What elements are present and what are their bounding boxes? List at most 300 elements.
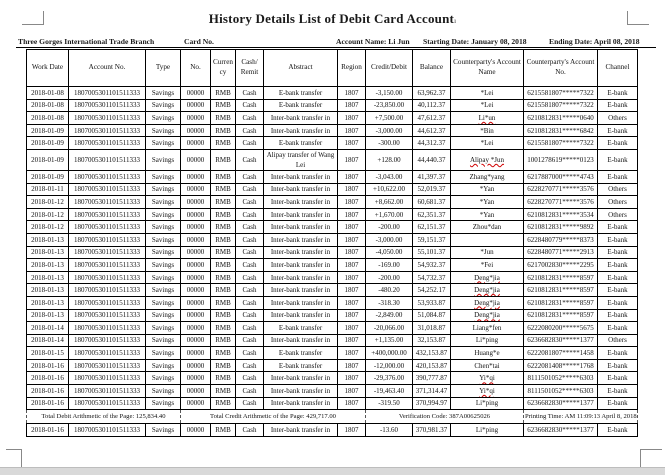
cell-abstract: Inter-bank transfer in (264, 284, 338, 297)
cell-region: 1807 (338, 397, 366, 410)
cell-account-no: 1807005301101511333 (69, 233, 146, 246)
table-row (27, 334, 638, 347)
cell-work-date: 2018-01-11 (27, 183, 69, 196)
table-row (27, 208, 638, 221)
cell-channel: E-bank (598, 296, 638, 309)
cell-no: 00000 (181, 259, 211, 272)
cell-type: Savings (146, 233, 181, 246)
cell-no: 00000 (181, 309, 211, 322)
cell-currency: RMB (211, 385, 236, 398)
cell-channel: Others (598, 112, 638, 125)
cell-counterparty-account-name (451, 112, 524, 125)
cell-counterparty-account-name (451, 149, 524, 170)
cell-abstract: Inter-bank transfer in (264, 397, 338, 410)
cell-region: 1807 (338, 87, 366, 100)
table-row (27, 309, 638, 322)
cell-channel: E-bank (598, 137, 638, 150)
cell-balance: 371,314.47 (413, 385, 451, 398)
cell-counterparty-account-name: *Lei (451, 87, 524, 100)
cell-channel: E-bank (598, 246, 638, 259)
cell-channel: E-bank (598, 397, 638, 410)
transactions-table (26, 49, 638, 437)
cell-counterparty-account-name: *Lei (451, 137, 524, 150)
branch-name: Three Gorges International Trade Branch (18, 37, 155, 46)
ending-date: Ending Date: April 08, 2018 (549, 37, 640, 46)
page-title-text: History Details List of Debit Card Account (208, 11, 455, 26)
cell-no: 00000 (181, 284, 211, 297)
document-meta-line (16, 34, 656, 48)
cell-channel: E-bank (598, 259, 638, 272)
cell-type: Savings (146, 124, 181, 137)
cell-work-date: 2018-01-16 (27, 424, 69, 437)
cell-currency: RMB (211, 208, 236, 221)
cell-type: Savings (146, 309, 181, 322)
cell-currency: RMB (211, 309, 236, 322)
cell-type: Savings (146, 149, 181, 170)
crop-mark-bottom-right (640, 449, 662, 467)
cell-channel: E-bank (598, 124, 638, 137)
cell-region: 1807 (338, 246, 366, 259)
cell-balance: 370,994.97 (413, 397, 451, 410)
cell-type: Savings (146, 246, 181, 259)
cell-channel: E-bank (598, 284, 638, 297)
cell-cash-remit: Cash (236, 284, 264, 297)
cell-counterparty-account-no: 6222080200*****5675 (524, 322, 598, 335)
cell-type: Savings (146, 87, 181, 100)
cell-credit-debit: -3,043.00 (366, 170, 413, 183)
cell-credit-debit: -318.30 (366, 296, 413, 309)
cell-credit-debit: +10,622.00 (366, 183, 413, 196)
cell-cash-remit: Cash (236, 87, 264, 100)
table-row (27, 397, 638, 410)
cell-balance: 54,932.37 (413, 259, 451, 272)
cell-channel: E-bank (598, 170, 638, 183)
cell-credit-debit: -200.00 (366, 221, 413, 234)
cell-counterparty-account-no: 6210812831*****9892 (524, 221, 598, 234)
cell-cash-remit: Cash (236, 397, 264, 410)
cell-counterparty-account-no: 6210812831*****8597 (524, 284, 598, 297)
cell-currency: RMB (211, 221, 236, 234)
cell-counterparty-account-name: *Lei (451, 99, 524, 112)
table-row (27, 183, 638, 196)
table-row (27, 87, 638, 100)
cell-channel: E-bank (598, 309, 638, 322)
cell-cash-remit: Cash (236, 112, 264, 125)
cell-type: Savings (146, 385, 181, 398)
cell-type: Savings (146, 322, 181, 335)
table-row (27, 137, 638, 150)
cell-region: 1807 (338, 334, 366, 347)
totals-section (27, 410, 638, 424)
cell-currency: RMB (211, 87, 236, 100)
cell-balance: 432,153.87 (413, 347, 451, 360)
cell-work-date: 2018-01-14 (27, 322, 69, 335)
page-title (0, 11, 665, 27)
cell-work-date: 2018-01-13 (27, 259, 69, 272)
cell-type: Savings (146, 259, 181, 272)
cell-region: 1807 (338, 124, 366, 137)
cell-counterparty-account-no: 6236682830*****1377 (524, 334, 598, 347)
cell-type: Savings (146, 221, 181, 234)
cell-work-date: 2018-01-08 (27, 87, 69, 100)
cell-type: Savings (146, 334, 181, 347)
cell-balance: 32,153.87 (413, 334, 451, 347)
cell-counterparty-account-no: 6210812831*****6842 (524, 124, 598, 137)
cell-balance: 60,681.37 (413, 196, 451, 209)
masked-name-with-spellcheck: Deng*jia (474, 273, 500, 282)
cell-credit-debit: +1,670.00 (366, 208, 413, 221)
cell-account-no: 1807005301101511333 (69, 124, 146, 137)
cell-account-no: 1807005301101511333 (69, 347, 146, 360)
table-header (27, 50, 638, 87)
cell-no: 00000 (181, 183, 211, 196)
cell-balance: 390,777.87 (413, 372, 451, 385)
cell-account-no: 1807005301101511333 (69, 385, 146, 398)
cell-currency: RMB (211, 124, 236, 137)
card-no-label: Card No. (184, 37, 214, 46)
cell-cash-remit: Cash (236, 347, 264, 360)
cell-work-date: 2018-01-13 (27, 271, 69, 284)
cell-abstract: E-bank transfer (264, 87, 338, 100)
total-credit: Total Credit Arithmetic of the Page: 429,717.00 (181, 410, 366, 424)
cell-region: 1807 (338, 372, 366, 385)
cell-counterparty-account-no: 6228270771*****3576 (524, 196, 598, 209)
table-row (27, 124, 638, 137)
cell-channel: Others (598, 334, 638, 347)
cell-cash-remit: Cash (236, 137, 264, 150)
cell-balance: 55,101.37 (413, 246, 451, 259)
table-row (27, 372, 638, 385)
cell-currency: RMB (211, 259, 236, 272)
cell-region: 1807 (338, 170, 366, 183)
table-row (27, 259, 638, 272)
table-row (27, 99, 638, 112)
cell-region: 1807 (338, 424, 366, 437)
cell-counterparty-account-no: 6215581807*****7322 (524, 137, 598, 150)
cell-channel: E-bank (598, 385, 638, 398)
table-row (27, 347, 638, 360)
cell-no: 00000 (181, 233, 211, 246)
cell-type: Savings (146, 296, 181, 309)
column-header-region: Region (338, 50, 366, 87)
table-row (27, 170, 638, 183)
cell-no: 00000 (181, 170, 211, 183)
cell-type: Savings (146, 372, 181, 385)
cell-type: Savings (146, 183, 181, 196)
cell-currency: RMB (211, 99, 236, 112)
cell-balance: 52,019.37 (413, 183, 451, 196)
cell-balance: 31,018.87 (413, 322, 451, 335)
cell-credit-debit: -19,463.40 (366, 385, 413, 398)
cell-no: 00000 (181, 208, 211, 221)
cell-work-date: 2018-01-16 (27, 359, 69, 372)
paragraph-mark: ı (454, 17, 457, 25)
cell-currency: RMB (211, 196, 236, 209)
cell-type: Savings (146, 137, 181, 150)
cell-credit-debit: -20,066.00 (366, 322, 413, 335)
column-header-cash-remit: Cash/ Remit (236, 50, 264, 87)
cell-credit-debit: +8,662.00 (366, 196, 413, 209)
cell-currency: RMB (211, 322, 236, 335)
cell-cash-remit: Cash (236, 322, 264, 335)
cell-balance: 54,732.37 (413, 271, 451, 284)
cell-abstract: Inter-bank transfer in (264, 372, 338, 385)
cell-balance: 54,252.17 (413, 284, 451, 297)
cell-work-date: 2018-01-08 (27, 99, 69, 112)
cell-region: 1807 (338, 183, 366, 196)
cell-counterparty-account-no: 6228480771*****2913 (524, 246, 598, 259)
cell-type: Savings (146, 99, 181, 112)
table-row (27, 196, 638, 209)
cell-no: 00000 (181, 124, 211, 137)
cell-account-no: 1807005301101511333 (69, 372, 146, 385)
cell-abstract: Inter-bank transfer in (264, 385, 338, 398)
cell-currency: RMB (211, 284, 236, 297)
cell-account-no: 1807005301101511333 (69, 170, 146, 183)
cell-type: Savings (146, 271, 181, 284)
cell-region: 1807 (338, 137, 366, 150)
column-header-no: No. (181, 50, 211, 87)
cell-cash-remit: Cash (236, 99, 264, 112)
cell-work-date: 2018-01-08 (27, 112, 69, 125)
cell-abstract: Inter-bank transfer in (264, 309, 338, 322)
cell-balance: 44,312.37 (413, 137, 451, 150)
cell-work-date: 2018-01-09 (27, 124, 69, 137)
table-row (27, 359, 638, 372)
cell-work-date: 2018-01-13 (27, 309, 69, 322)
cell-currency: RMB (211, 296, 236, 309)
cell-abstract: Inter-bank transfer in (264, 221, 338, 234)
cell-credit-debit: -200.00 (366, 271, 413, 284)
cell-region: 1807 (338, 208, 366, 221)
cell-credit-debit: -3,150.00 (366, 87, 413, 100)
cell-account-no: 1807005301101511333 (69, 334, 146, 347)
column-header-counterparty-account-no: Counterparty's Account No. (524, 50, 598, 87)
cell-counterparty-account-no: 6228480779*****8373 (524, 233, 598, 246)
cell-channel: E-bank (598, 99, 638, 112)
cell-currency: RMB (211, 137, 236, 150)
cell-counterparty-account-name: *Yan (451, 208, 524, 221)
cell-region: 1807 (338, 322, 366, 335)
cell-counterparty-account-name (451, 372, 524, 385)
cell-channel: Others (598, 196, 638, 209)
cell-account-no: 1807005301101511333 (69, 271, 146, 284)
table-body (27, 87, 638, 410)
cell-no: 00000 (181, 271, 211, 284)
cell-counterparty-account-name: *Yan (451, 183, 524, 196)
cell-type: Savings (146, 359, 181, 372)
printing-time: Printing Time: AM 11:09:13 April 8, 2018 (524, 410, 638, 424)
cell-counterparty-account-no: 6215581807*****7322 (524, 87, 598, 100)
cell-no: 00000 (181, 397, 211, 410)
cell-region: 1807 (338, 296, 366, 309)
cell-counterparty-account-no: 6217002830*****2295 (524, 259, 598, 272)
cell-credit-debit: -300.00 (366, 137, 413, 150)
cell-counterparty-account-name (451, 296, 524, 309)
cell-work-date: 2018-01-13 (27, 284, 69, 297)
cell-no: 00000 (181, 359, 211, 372)
cell-region: 1807 (338, 149, 366, 170)
cell-abstract: Alipay transfer of Wang Lei (264, 149, 338, 170)
cell-counterparty-account-name: *Jun (451, 246, 524, 259)
cell-region: 1807 (338, 99, 366, 112)
cell-channel: E-bank (598, 221, 638, 234)
cell-region: 1807 (338, 347, 366, 360)
cell-region: 1807 (338, 221, 366, 234)
cell-channel: E-bank (598, 149, 638, 170)
cell-balance: 44,612.37 (413, 124, 451, 137)
cell-counterparty-account-name: *Yan (451, 196, 524, 209)
cell-counterparty-account-no: 8111501052*****6303 (524, 385, 598, 398)
cell-no: 00000 (181, 246, 211, 259)
cell-type: Savings (146, 347, 181, 360)
cell-cash-remit: Cash (236, 271, 264, 284)
cell-balance: 370,981.37 (413, 424, 451, 437)
cell-abstract: E-bank transfer (264, 99, 338, 112)
cell-credit-debit: -3,000.00 (366, 233, 413, 246)
cell-account-no: 1807005301101511333 (69, 397, 146, 410)
cell-counterparty-account-name: Huang*e (451, 347, 524, 360)
cell-abstract: Inter-bank transfer in (264, 112, 338, 125)
cell-credit-debit: +128.00 (366, 149, 413, 170)
cell-credit-debit: -12,000.00 (366, 359, 413, 372)
table-row (27, 385, 638, 398)
cell-counterparty-account-no: 6210812831*****8597 (524, 296, 598, 309)
cell-work-date: 2018-01-13 (27, 296, 69, 309)
cell-counterparty-account-name: Li*ping (451, 397, 524, 410)
table-row (27, 271, 638, 284)
cell-balance: 53,933.87 (413, 296, 451, 309)
cell-counterparty-account-no: 6222081807*****1458 (524, 347, 598, 360)
cell-currency: RMB (211, 246, 236, 259)
cell-credit-debit: -169.00 (366, 259, 413, 272)
cell-abstract: Inter-bank transfer in (264, 259, 338, 272)
cell-currency: RMB (211, 347, 236, 360)
cell-counterparty-account-no: 6222081408*****1768 (524, 359, 598, 372)
cell-work-date: 2018-01-09 (27, 170, 69, 183)
cell-no: 00000 (181, 87, 211, 100)
cell-credit-debit: +7,500.00 (366, 112, 413, 125)
cell-balance: 420,153.87 (413, 359, 451, 372)
cell-cash-remit: Cash (236, 208, 264, 221)
cell-type: Savings (146, 208, 181, 221)
cell-cash-remit: Cash (236, 124, 264, 137)
cell-balance: 62,151.37 (413, 221, 451, 234)
cell-counterparty-account-no: 6217887000*****4743 (524, 170, 598, 183)
cell-cash-remit: Cash (236, 424, 264, 437)
cell-region: 1807 (338, 385, 366, 398)
cell-counterparty-account-name: *Fei (451, 259, 524, 272)
cell-abstract: E-bank transfer (264, 347, 338, 360)
column-header-type: Type (146, 50, 181, 87)
cell-work-date: 2018-01-16 (27, 372, 69, 385)
totals-row (27, 410, 638, 424)
cell-cash-remit: Cash (236, 372, 264, 385)
cell-counterparty-account-name: Zhang*yang (451, 170, 524, 183)
cell-region: 1807 (338, 259, 366, 272)
cell-no: 00000 (181, 296, 211, 309)
masked-name-with-spellcheck: Yi*qi (479, 374, 495, 383)
total-debit: Total Debit Arithmetic of the Page: 125,834.40 (27, 410, 181, 424)
masked-name-with-spellcheck: Deng*jia (474, 311, 500, 320)
cell-cash-remit: Cash (236, 359, 264, 372)
column-header-account-no: Account No. (69, 50, 146, 87)
cell-work-date: 2018-01-09 (27, 137, 69, 150)
cell-credit-debit: -3,000.00 (366, 124, 413, 137)
cell-no: 00000 (181, 322, 211, 335)
cell-cash-remit: Cash (236, 221, 264, 234)
cell-counterparty-account-name: *Bin (451, 124, 524, 137)
cell-region: 1807 (338, 284, 366, 297)
cell-type: Savings (146, 397, 181, 410)
cell-abstract: Inter-bank transfer in (264, 183, 338, 196)
masked-name-with-spellcheck: Li*un (478, 113, 496, 122)
cell-cash-remit: Cash (236, 385, 264, 398)
cell-no: 00000 (181, 196, 211, 209)
cell-cash-remit: Cash (236, 296, 264, 309)
cell-account-no: 1807005301101511333 (69, 322, 146, 335)
cell-type: Savings (146, 196, 181, 209)
cell-abstract: Inter-bank transfer in (264, 334, 338, 347)
table-row (27, 284, 638, 297)
table-row (27, 322, 638, 335)
cell-work-date: 2018-01-12 (27, 208, 69, 221)
cell-cash-remit: Cash (236, 233, 264, 246)
column-header-credit-debit: Credit/Debit (366, 50, 413, 87)
cell-balance: 47,612.37 (413, 112, 451, 125)
cell-counterparty-account-no: 6236682830*****1377 (524, 397, 598, 410)
cell-work-date: 2018-01-15 (27, 347, 69, 360)
masked-name-with-spellcheck: Deng*jia (474, 286, 500, 295)
column-header-abstract: Abstract (264, 50, 338, 87)
table-row (27, 246, 638, 259)
cell-abstract: Inter-bank transfer in (264, 208, 338, 221)
cell-account-no: 1807005301101511333 (69, 359, 146, 372)
page-bottom-edge (0, 467, 665, 475)
cell-balance: 59,151.37 (413, 233, 451, 246)
cell-credit-debit: +400,000.00 (366, 347, 413, 360)
cell-account-no: 1807005301101511333 (69, 284, 146, 297)
cell-currency: RMB (211, 359, 236, 372)
cell-account-no: 1807005301101511333 (69, 424, 146, 437)
cell-cash-remit: Cash (236, 334, 264, 347)
cell-no: 00000 (181, 112, 211, 125)
cell-currency: RMB (211, 372, 236, 385)
cell-no: 00000 (181, 99, 211, 112)
document-page (0, 11, 665, 475)
cell-channel: E-bank (598, 347, 638, 360)
masked-name-with-spellcheck: Deng*jia (474, 298, 500, 307)
cell-balance: 62,351.37 (413, 208, 451, 221)
cell-work-date: 2018-01-14 (27, 334, 69, 347)
cell-no: 00000 (181, 221, 211, 234)
cell-cash-remit: Cash (236, 170, 264, 183)
cell-type: Savings (146, 284, 181, 297)
cell-account-no: 1807005301101511333 (69, 196, 146, 209)
masked-name-with-spellcheck: Alipay *Jun (469, 155, 505, 164)
cell-counterparty-account-name: Li*ping (451, 334, 524, 347)
cell-work-date: 2018-01-16 (27, 397, 69, 410)
cell-currency: RMB (211, 149, 236, 170)
cell-work-date: 2018-01-09 (27, 149, 69, 170)
cell-channel: E-bank (598, 271, 638, 284)
cell-counterparty-account-no: 6215581807*****7322 (524, 99, 598, 112)
cell-counterparty-account-no: 6236682830*****1377 (524, 424, 598, 437)
cell-type: Savings (146, 170, 181, 183)
cell-region: 1807 (338, 112, 366, 125)
cell-currency: RMB (211, 170, 236, 183)
cell-currency: RMB (211, 183, 236, 196)
